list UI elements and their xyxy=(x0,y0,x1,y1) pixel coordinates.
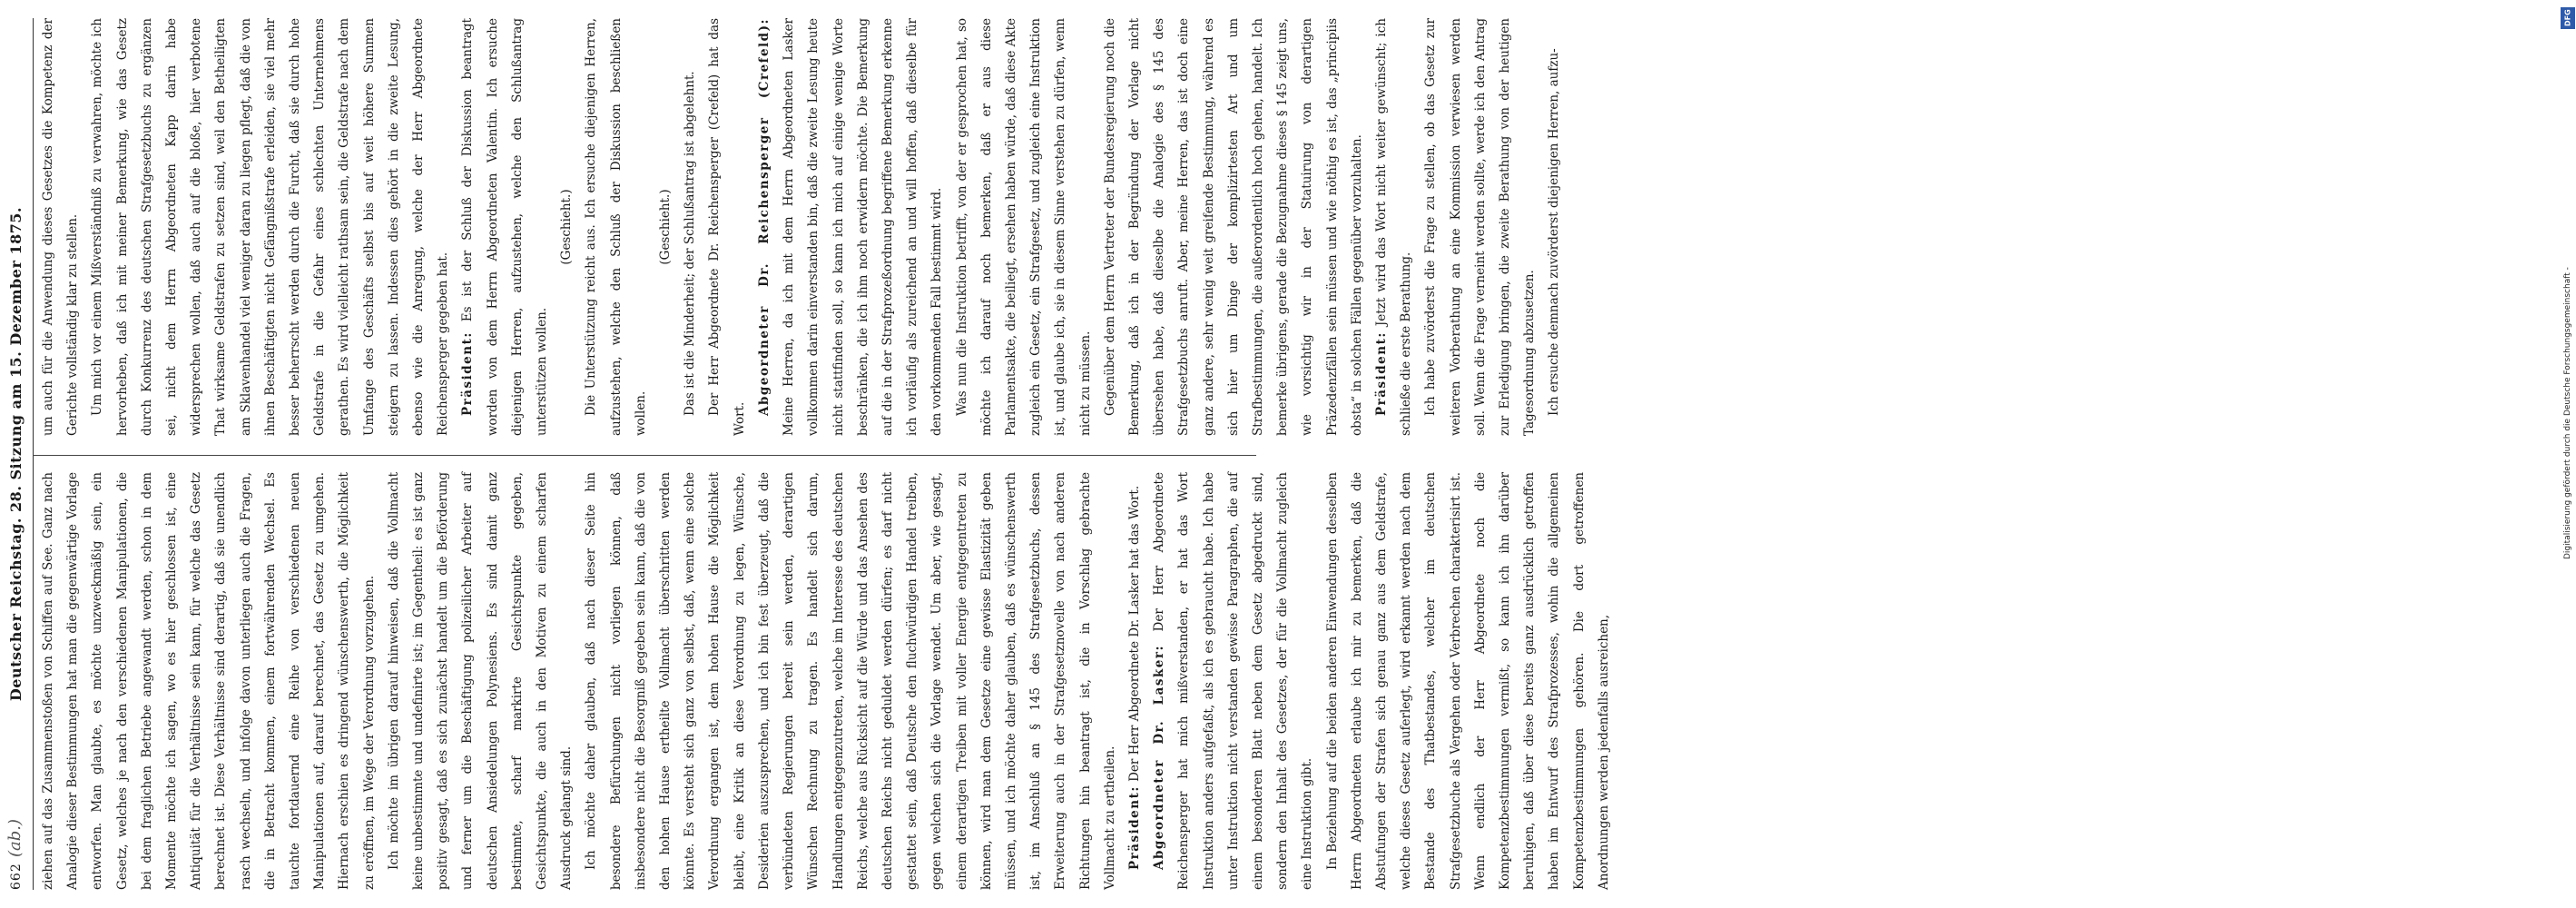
dfg-logo: DFG xyxy=(2561,7,2575,29)
paragraph: Der Herr Abgeordnete Dr. Reichensperger (Crefeld) hat das Wort. xyxy=(707,18,747,436)
column-divider xyxy=(33,455,1256,456)
left-column xyxy=(36,472,1611,890)
paragraph: Das ist die Minderheit; der Schlußantrag ist abgelehnt. xyxy=(683,71,698,416)
paragraph-text: Jetzt wird das Wort nicht weiter gewünscht; ich schließe die erste Berathung. xyxy=(1373,17,1414,436)
paragraph-text: Der Herr Abgeordnete Reichensperger hat mich mißverstanden, er hat das Wort Instruktion anders aufgefaßt, als ich es gebraucht habe. Ich habe unter Instruktion nicht verstanden gewisse Paragraphen, die auf einem besonderen Blatt neben dem Gesetz abgedruckt sind, sondern den Inhalt des Gesetzes, der für die Vollmacht zugleich eine Instruktion gibt. xyxy=(1152,472,1315,890)
running-title: Deutscher Reichstag. 28. Sitzung am 15. Dezember 1875. xyxy=(7,206,25,702)
paragraph: um auch für die Anwendung dieses Gesetzes die Kompetenz der Gerichte vollständig klar zu stellen. xyxy=(41,18,81,436)
stage-direction: (Geschieht.) xyxy=(658,189,673,265)
stage-direction: (Geschieht.) xyxy=(559,189,575,265)
speaker-label: Abgeordneter Dr. Lasker: xyxy=(1152,645,1167,870)
speaker-label: Abgeordneter Dr. Reichensperger (Crefeld): xyxy=(756,18,772,416)
handwritten-mark: (ab.) xyxy=(5,818,25,857)
speaker-label: Präsident: xyxy=(460,331,476,416)
header-rule xyxy=(33,18,34,890)
speaker-label: Präsident: xyxy=(1126,785,1142,870)
page-header xyxy=(5,18,31,890)
speaker-label: Präsident: xyxy=(1373,331,1389,416)
paragraph-text: Meine Herren, da ich mit dem Herrn Abgeordneten Lasker vollkommen darin einverstanden bin, daß die zweite Lesung heute nicht stattfinden soll, so kann ich mich auf einige wenige Worte beschränken, die ich ihm noch erwidern möchte. Die Bemerkung auf die in der Strafprozeßordnung begriffene Bemerkung erkenne ich vorläufig als zureichend an und will hoffen, daß dieselbe für den vorkommenden Fall bestimmt wird. xyxy=(782,18,945,436)
paragraph: Ich möchte daher glauben, daß nach dieser Seite hin besondere Befürchungen nicht vorliegen können, daß insbesondere nicht die Besorgniß gegeben sein kann, daß die von den hohen Hause ertheilte Vollmacht überschritten werden könnte. Es versteht sich ganz von selbst, daß, wenn eine solche Verordnung ergangen ist, dem hohen Hause die Möglichkeit bleibt, eine Kritik an diese Verordnung zu legen, Wünsche, Desiderien auszusprechen, und ich bin fest überzeugt, daß die verbündeten Regierungen bereit sein werden, derartigen Wünschen Rechnung zu tragen. Es handelt sich darum, Handlungen entgegenzutreten, welche im Interesse des deutschen Reichs, welche aus Rücksicht auf die Würde und das Ansehen des deutschen Reichs nicht geduldet werden dürfen; es darf nicht gestattet sein, daß Deutsche den fluchwürdigen Handel treiben, gegen welchen sich die Vorlage wendet. Um aber, wie gesagt, einem derartigen Treiben mit voller Energie entgegentreten zu können, wird man dem Gesetze eine gewisse Elastizität geben müssen, und ich möchte daher glauben, daß es wünschenswerth ist, im Anschluß an § 145 des Strafgesetzbuchs, dessen Erweiterung auch in der Strafgesetznovelle von nach anderen Richtungen hin beantragt ist, die in Vorschlag gebrachte Vollmacht zu ertheilen. xyxy=(584,472,1117,890)
right-column xyxy=(36,17,1562,436)
paragraph: Gegenüber dem Herrn Vertreter der Bundesregierung noch die Bemerkung, daß ich in der Begründung der Vorlage nicht übersehen habe, daß dieselbe die Analogie des § 145 des Strafgesetzbuchs anruft. Aber, meine Herren, das ist doch eine ganz andere, sehr wenig weit greifende Bestimmung, während es sich hier um Dinge der komplizirtesten Art und um Strafbestimmungen, die außerordentlich hoch gehen, handelt. Ich bemerke übrigens, gerade die Bezugnahme dieses § 145 zeigt uns, wie vorsichtig wir in der Statuirung von derartigen Präzedenzfällen sein müssen und wie nöthig es ist, das „principiis obsta“ in solchen Fällen gegenüber vorzuhalten. xyxy=(1102,18,1364,436)
paragraph: Die Unterstützung reicht aus. Ich ersuche diejenigen Herren, aufzustehen, welche den Schluß der Diskussion beschließen wollen. xyxy=(584,18,648,436)
paragraph: ziehen auf das Zusammenstoßen von Schiffen auf See. Ganz nach Analogie dieser Bestimmungen hat man die gegenwärtige Vorlage entworfen. Man glaubte, es möchte unzweckmäßig sein, ein Gesetz, welches je nach den verschiedenen Manipulationen, die bei dem fraglichen Betriebe angewandt werden, schon in dem Momente möchte ich sagen, wo es hier geschlossen ist, eine Antiquität für die Verhältnisse sein kann, für welche das Gesetz berechnet ist. Diese Verhältnisse sind derartig, daß sie unendlich rasch wechseln, und infolge davon unterliegen auch die Fragen, die in Betracht kommen, einem fortwährenden Wechsel. Es tauchte fortdauernd eine Reihe von verschiedenen neuen Manipulationen auf, darauf berechnet, das Gesetz zu umgehen. Hiernach erschien es dringend wünschenswerth, die Möglichkeit zu eröffnen, im Wege der Verordnung vorzugehen. xyxy=(41,472,377,890)
paragraph: Um mich vor einem Mißverständniß zu verwahren, möchte ich hervorheben, daß ich mit meiner Bemerkung, wie das Gesetz durch Konkurrenz des deutschen Strafgesetzbuchs zu ergänzen sei, nicht dem Herrn Abgeordneten Kapp darin habe widersprechen wollen, daß auch auf die bloße, hier verbotene That wirksame Geldstrafen zu setzen sind, weil den Betheiligten am Sklavenhandel viel weniger daran zu liegen pflegt, daß die von ihnen Beschäftigten nicht Gefängnißstrafe erleiden, sie viel mehr besser beherrscht werden durch die Furcht, daß sie durch hohe Geldstrafe in die Gefahr eines schlechten Unternehmens gerathen. Es wird vielleicht rathsam sein, die Geldstrafe nach dem Umfange des Geschäfts selbst bis auf weit höhere Summen steigern zu lassen. Indessen dies gehört in die zweite Lesung, ebenso wie die Anregung, welche der Herr Abgeordnete Reichensperger gegeben hat. xyxy=(90,18,451,436)
paragraph-text: Es ist der Schluß der Diskussion beantragt worden von dem Herrn Abgeordneten Valentin. Ich ersuche diejenigen Herren, aufzustehen, welche den Schlußantrag unterstützen wollen. xyxy=(460,18,550,436)
paragraph-text: Der Herr Abgeordnete Dr. Lasker hat das Wort. xyxy=(1126,485,1142,782)
digitization-note: Digitalisierung gefördert durch die Deutsche Forschungsgemeinschaft - xyxy=(2563,267,2572,559)
paragraph: Was nun die Instruktion betrifft, von der er gesprochen hat, so möchte ich darauf noch bemerken, daß er aus diese Parlamentsakte, die beiliegt, ersehen haben würde, daß diese Akte zugleich ein Gesetz, ein Strafgesetz, und zugleich eine Instruktion ist, und glaube ich, sie in diesem Sinne verstehen zu dürfen, wenn nicht zu müssen. xyxy=(954,18,1093,436)
paragraph: Ich habe zuvörderst die Frage zu stellen, ob das Gesetz zur weiteren Vorberathung an eine Kommission verwiesen werden soll. Wenn die Frage verneint werden sollte, werde ich den Antrag zur Erledigung bringen, die zweite Berathung von der heutigen Tagesordnung abzusetzen. xyxy=(1423,18,1538,436)
paragraph: Ich möchte im übrigen darauf hinweisen, daß die Vollmacht keine unbestimmte und undefinirte ist; im Gegentheil: es ist ganz positiv gesagt, daß es sich zunächst handelt um die Beförderung und ferner um die Beschäftigung polizeilicher Arbeiter auf deutschen Ansiedelungen Polynesiens. Es sind damit ganz bestimmte, scharf markirte Gesichtspunkte gegeben, Gesichtspunkte, die auch in den Motiven zu einem scharfen Ausdruck gelangt sind. xyxy=(386,472,575,890)
paragraph: Ich ersuche demnach zuvörderst diejenigen Herren, aufzu- xyxy=(1547,48,1562,416)
page-number: 662 xyxy=(9,863,24,890)
paragraph: In Beziehung auf die beiden anderen Einwendungen desselben Herrn Abgeordneten erlaube ich mir zu bemerken, daß die Abstufungen der Strafen sich genau ganz aus dem Geldstrafe, welche dieses Gesetz auferlegt, wird erkannt werden nach dem Bestande des Thatbestandes, welcher im deutschen Strafgesetzbuche als Vergehen oder Verbrechen charakterisirt ist. Wenn endlich der Herr Abgeordnete noch die Kompetenzbestimmungen vermißt, so kann ich ihn darüber beruhigen, daß über diese bereits ganz ausdrücklich getroffen haben im Entwurf des Strafprozesses, wohin die allgemeinen Kompetenzbestimmungen gehören. Die dort getroffenen Anordnungen werden jedenfalls ausreichen, xyxy=(1324,472,1611,890)
